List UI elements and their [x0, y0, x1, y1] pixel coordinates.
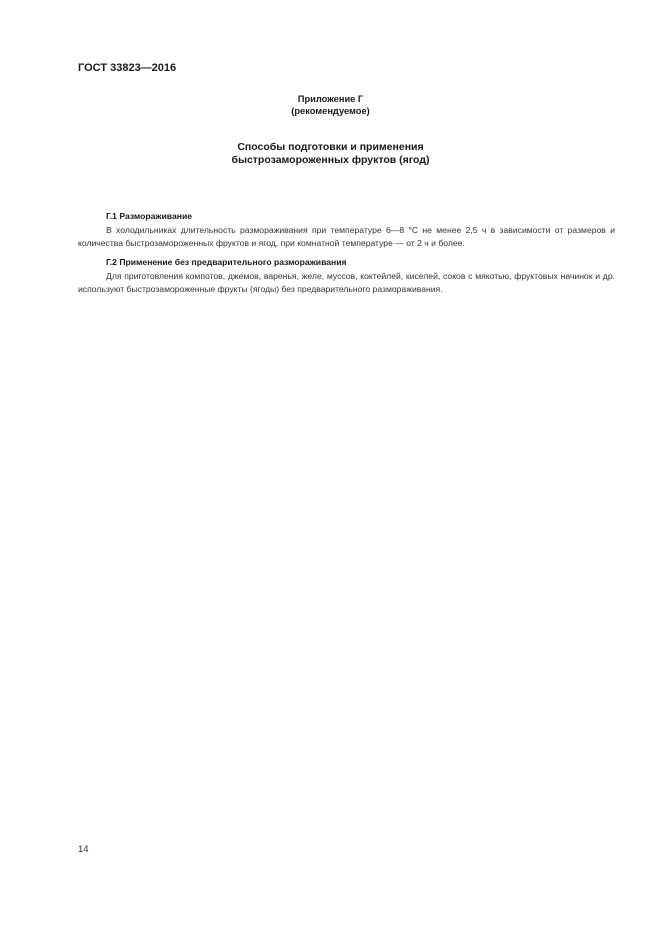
section-paragraph: В холодильниках длительность размораживания при температуре 6—8 °С не менее 2,5 ч в зависимости от размеров и количества быстрозамороженных фруктов и ягод, при комнатной температуре — от 2 ч и более.	[78, 224, 615, 248]
section-heading: Г.1 Размораживание	[106, 211, 193, 221]
section-paragraph: Для приготовления компотов, джемов, варенья, желе, муссов, коктейлей, киселей, соков с мякотью, фруктовых начинок и др. используют быстрозамороженные фрукты (ягоды) без предварительного размораживания.	[78, 270, 615, 294]
annex-block	[78, 93, 583, 117]
section-thawing	[78, 210, 615, 251]
page-number: 14	[78, 844, 89, 855]
section-no-thawing	[78, 256, 615, 297]
standard-id: ГОСТ 33823—2016	[78, 62, 177, 74]
annex-status: (рекомендуемое)	[291, 106, 370, 116]
annex-title-line2: быстрозамороженных фруктов (ягод)	[231, 154, 430, 166]
section-heading: Г.2 Применение без предварительного размораживания	[106, 257, 347, 267]
annex-title-line1: Способы подготовки и применения	[237, 141, 424, 153]
annex-label: Приложение Г	[297, 94, 364, 104]
annex-title	[78, 141, 583, 167]
